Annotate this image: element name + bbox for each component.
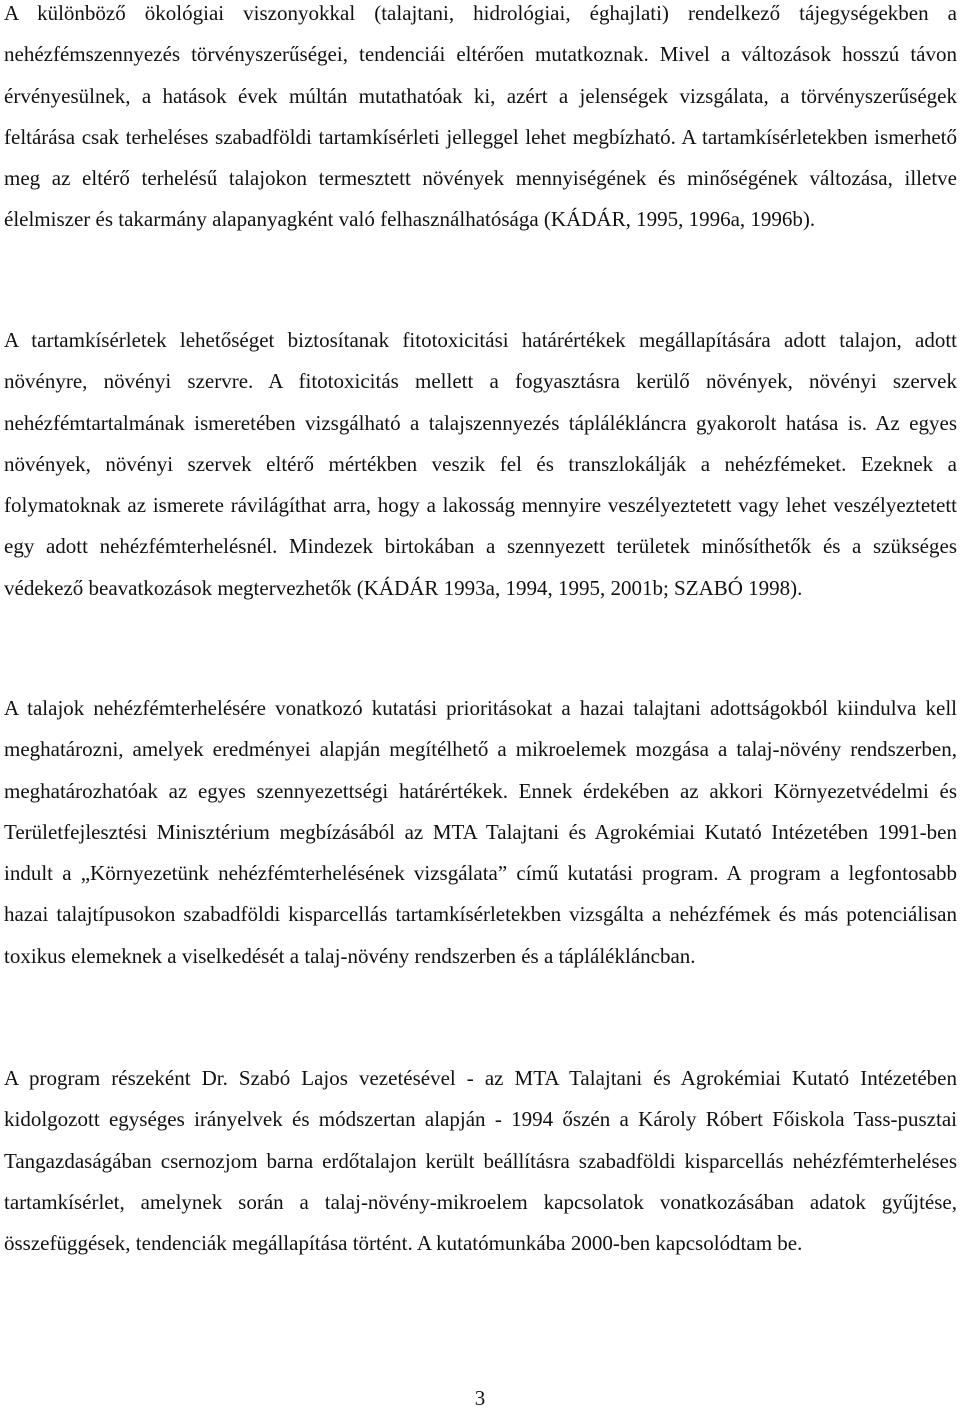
paragraph-4: A program részeként Dr. Szabó Lajos vezetésével - az MTA Talajtani és Agrokémiai Kutató Intézetében kidolgozott egységes irányelvek és módszertan alapján - 1994 őszén a Károly Róbert Főiskola Tass-pusztai Tangazdaságában csernozjom barna erdőtalajon került beállításra szabadföldi kisparcellás nehézfémterheléses tartamkísérlet, amelynek során a talaj-növény-mikroelem kapcsolatok vonatkozásában adatok gyűjtése, összefüggések, tendenciák megállapítása történt. A kutatómunkába 2000-ben kapcsolódtam be. xyxy=(4,1066,957,1256)
paragraph-1: A különböző ökológiai viszonyokkal (talajtani, hidrológiai, éghajlati) rendelkező tájegységekben a nehézfémszennyezés törvényszerűségei, tendenciái eltérően mutatkoznak. Mivel a változások hosszú távon érvényesülnek, a hatások évek múltán mutathatóak ki, azért a jelenségek vizsgálata, a törvényszerűségek feltárása csak terheléses szabadföldi tartamkísérleti jelleggel lehet megbízható. A tartamkísérletekben ismerhető meg az eltérő terhelésű talajokon termesztett növények mennyiségének és minőségének változása, illetve élelmiszer és takarmány alapanyagként való felhasználhatósága (KÁDÁR, 1995, 1996a, 1996b). xyxy=(4,1,957,232)
page-number: 3 xyxy=(474,1386,486,1410)
paragraph-3: A talajok nehézfémterhelésére vonatkozó kutatási prioritásokat a hazai talajtani adottságokból kiindulva kell meghatározni, amelyek eredményei alapján megítélhető a mikroelemek mozgása a talaj-növény rendszerben, meghatározhatóak az egyes szennyezettségi határértékek. Ennek érdekében az akkori Környezetvédelmi és Területfejlesztési Minisztérium megbízásából az MTA Talajtani és Agrokémiai Kutató Intézetében 1991-ben indult a „Környezetünk nehézfémterhelésének vizsgálata” című kutatási program. A program a legfontosabb hazai talajtípusokon szabadföldi kisparcellás tartamkísérletekben vizsgálta a nehézfémek és más potenciálisan toxikus elemeknek a viselkedését a talaj-növény rendszerben és a táplálékláncban. xyxy=(4,696,957,968)
paragraph-2: A tartamkísérletek lehetőséget biztosítanak fitotoxicitási határértékek megállapítására adott talajon, adott növényre, növényi szervre. A fitotoxicitás mellett a fogyasztásra kerülő növények, növényi szervek nehézfémtartalmának ismeretében vizsgálható a talajszennyezés táplálékláncra gyakorolt hatása is. Az egyes növények, növényi szervek eltérő mértékben veszik fel és transzlokálják a nehézfémeket. Ezeknek a folymatoknak az ismerete rávilágíthat arra, hogy a lakosság mennyire veszélyeztetett vagy lehet veszélyeztetett egy adott nehézfémterhelésnél. Mindezek birtokában a szennyezett területek minősíthetők és a szükséges védekező beavatkozások megtervezhetők (KÁDÁR 1993a, 1994, 1995, 2001b; SZABÓ 1998). xyxy=(4,328,957,600)
